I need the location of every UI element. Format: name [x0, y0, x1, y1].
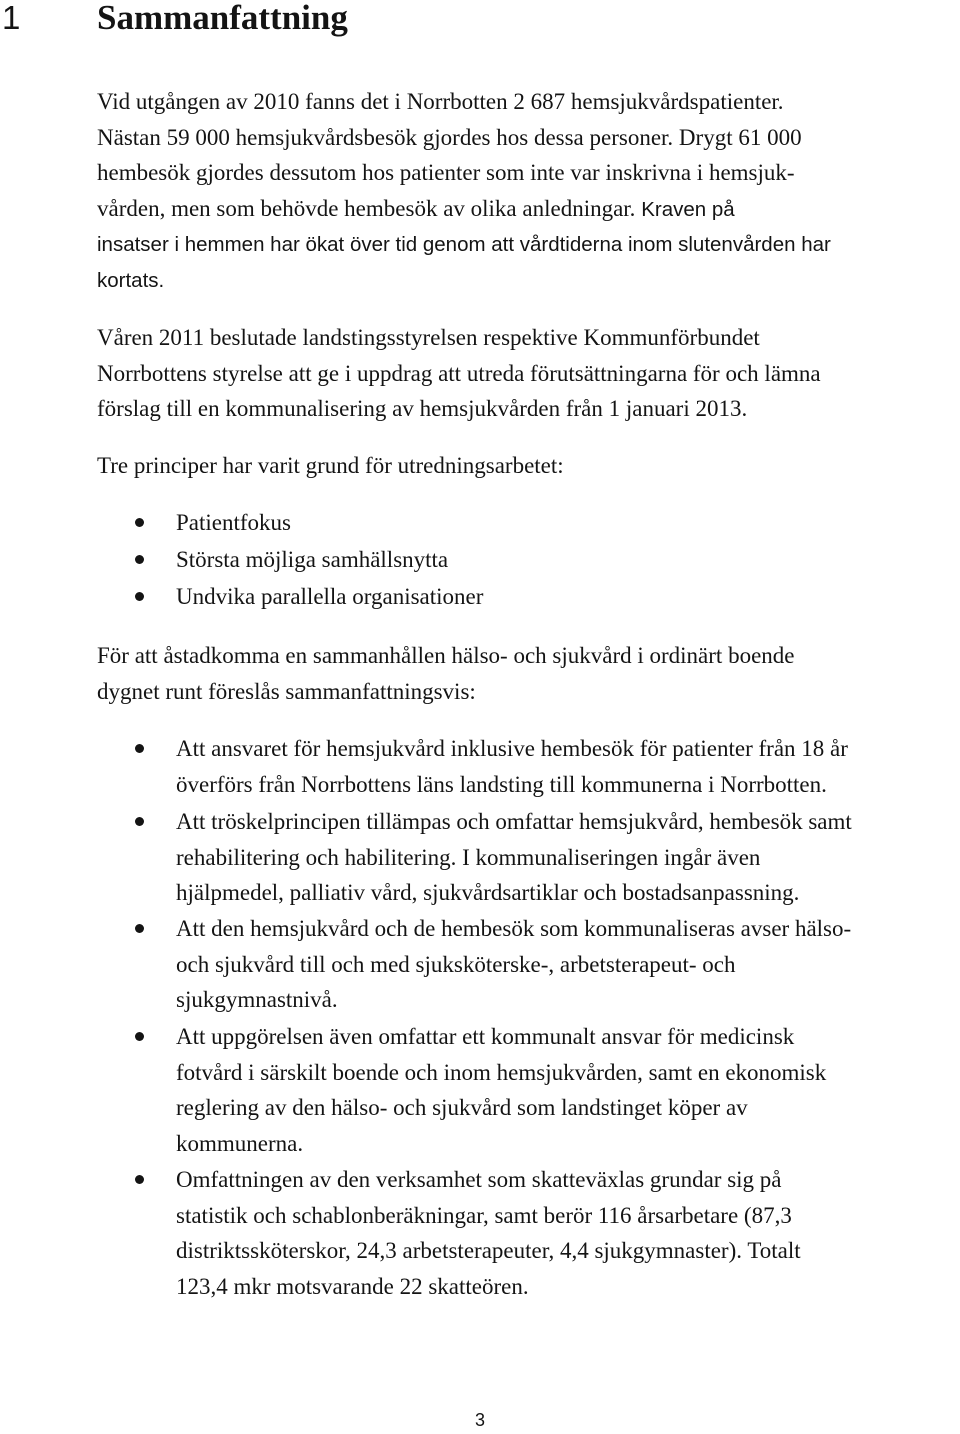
proposal-text — [176, 1162, 960, 1304]
proposal-text — [176, 911, 960, 1018]
decision-paragraph — [97, 320, 959, 427]
proposal-intro-paragraph — [97, 638, 959, 709]
text-line: Omfattningen av den verksamhet som skatteväxlas grundar sig på — [176, 1167, 782, 1192]
text-line: hembesök gjordes dessutom hos patienter som inte var inskrivna i hemsjuk- — [97, 160, 795, 185]
principles-intro: Tre principer har varit grund för utredningsarbetet: — [97, 453, 564, 478]
text-line: kommunerna. — [176, 1130, 304, 1156]
bullet-icon — [135, 1032, 144, 1041]
text-line: Våren 2011 beslutade landstingsstyrelsen respektive Kommunförbundet — [97, 325, 760, 350]
text-line: reglering av den hälso- och sjukvård som landstinget köper av — [176, 1095, 748, 1120]
bullet-icon — [135, 518, 144, 527]
text-line: sjukgymnastnivå. — [176, 987, 338, 1012]
text-line: förslag till en kommunalisering av hemsjukvården från 1 januari 2013. — [97, 396, 748, 421]
text-line: fotvård i särskilt boende och inom hemsjukvården, samt en ekonomisk — [176, 1059, 827, 1085]
text-line: Norrbottens styrelse att ge i uppdrag att utreda förutsättningarna för och lämna — [97, 360, 821, 386]
section-title: Sammanfattning — [97, 0, 348, 37]
section-number: 1 — [2, 0, 21, 36]
bullet-icon — [135, 817, 144, 826]
text-line: Att tröskelprincipen tillämpas och omfattar hemsjukvård, hembesök samt — [176, 809, 852, 834]
text-line: distriktssköterskor, 24,3 arbetsterapeuter, 4,4 sjukgymnaster). Totalt — [176, 1238, 801, 1263]
text-segment: Kraven på — [641, 197, 735, 221]
proposal-text — [176, 1019, 960, 1161]
text-line: insatser i hemmen har ökat över tid genom att vårdtiderna inom slutenvården har — [97, 233, 831, 256]
text-line: kortats. — [97, 268, 165, 292]
text-line: hjälpmedel, palliativ vård, sjukvårdsartiklar och bostadsanpassning. — [176, 880, 800, 905]
text-line: Att den hemsjukvård och de hembesök som kommunaliseras avser hälso- — [176, 916, 852, 941]
text-line: och sjukvård till och med sjuksköterske-, arbetsterapeut- och — [176, 951, 736, 977]
text-line: statistik och schablonberäkningar, samt berör 116 årsarbetare (87,3 — [176, 1202, 792, 1228]
bullet-icon — [135, 592, 144, 601]
intro-paragraph — [97, 84, 959, 298]
proposal-text — [176, 804, 960, 911]
principle-text: Undvika parallella organisationer — [176, 584, 484, 609]
bullet-icon — [135, 924, 144, 933]
text-segment: vården, men som behövde hembesök av olika anledningar. — [97, 195, 642, 221]
page-number: 3 — [474, 1410, 485, 1430]
text-line: rehabilitering och habilitering. I kommunaliseringen ingår även — [176, 844, 761, 870]
principle-text: Patientfokus — [176, 510, 291, 535]
text-line: Nästan 59 000 hemsjukvårdsbesök gjordes hos dessa personer. Drygt 61 000 — [97, 124, 802, 150]
bullet-icon — [135, 744, 144, 753]
principle-text: Största möjliga samhällsnytta — [176, 547, 449, 572]
text-line: överförs från Norrbottens läns landsting till kommunerna i Norrbotten. — [176, 771, 827, 797]
text-line — [97, 191, 959, 228]
text-line: Att uppgörelsen även omfattar ett kommunalt ansvar för medicinsk — [176, 1024, 795, 1049]
bullet-icon — [135, 555, 144, 564]
text-line: dygnet runt föreslås sammanfattningsvis: — [97, 678, 476, 704]
text-line: För att åstadkomma en sammanhållen hälso- och sjukvård i ordinärt boende — [97, 643, 795, 668]
text-line: Vid utgången av 2010 fanns det i Norrbotten 2 687 hemsjukvårdspatienter. — [97, 89, 784, 114]
proposal-text — [176, 731, 960, 802]
text-line: Att ansvaret för hemsjukvård inklusive hembesök för patienter från 18 år — [176, 736, 848, 761]
text-line: 123,4 mkr motsvarande 22 skatteören. — [176, 1273, 529, 1299]
bullet-icon — [135, 1175, 144, 1184]
